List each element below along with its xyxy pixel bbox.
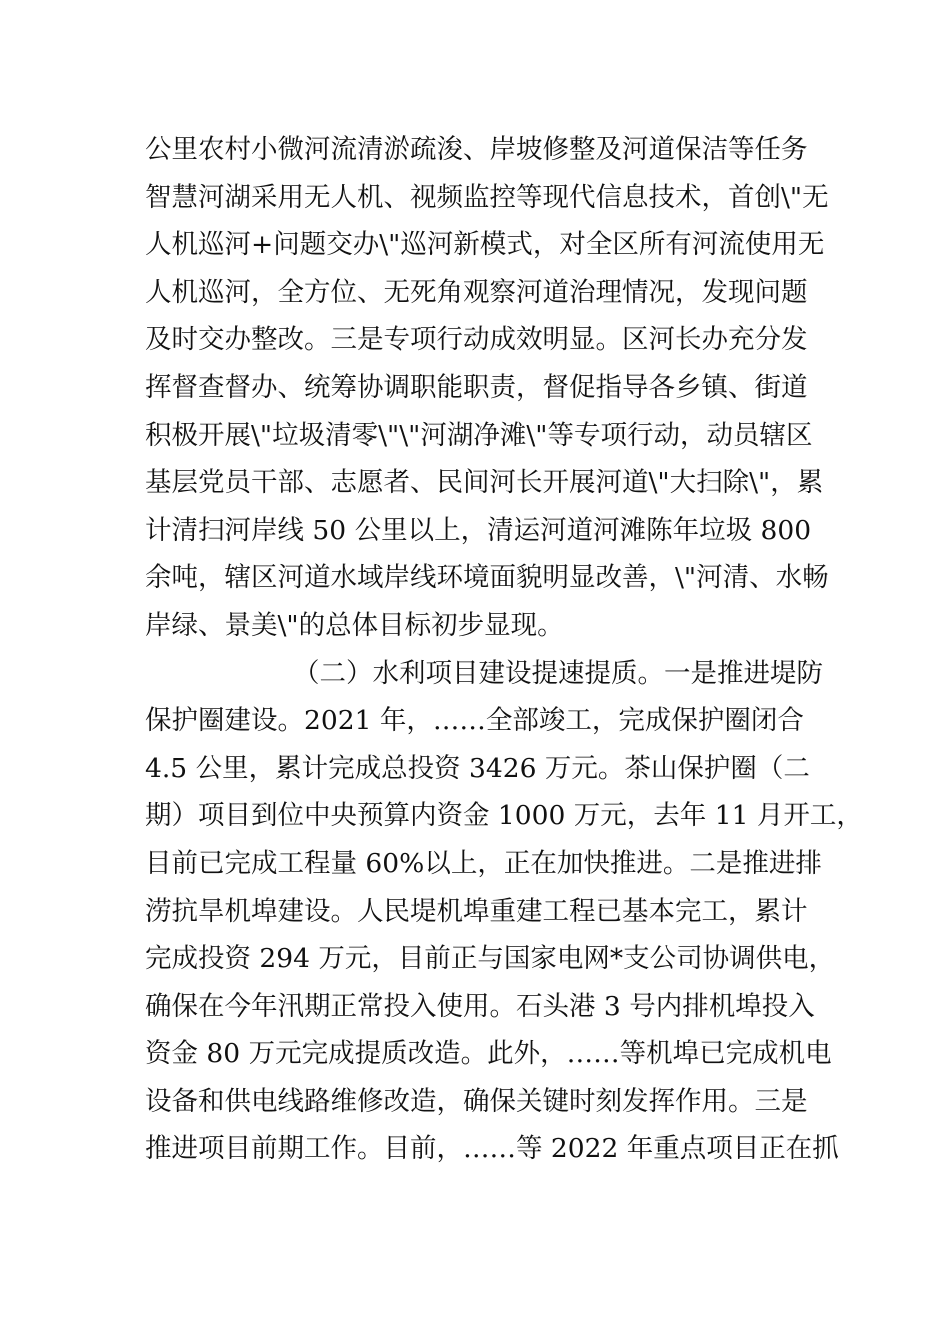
text-line: 计清扫河岸线 50 公里以上，清运河道河滩陈年垃圾 800 <box>145 514 812 546</box>
text-line: 岸绿、景美\"的总体目标初步显现。 <box>145 609 564 641</box>
text-line: 公里农村小微河流清淤疏浚、岸坡修整及河道保洁等任务 <box>145 134 808 165</box>
text-line: 4.5 公里，累计完成总投资 3426 万元。茶山保护圈（二 <box>145 752 810 784</box>
text-line: 完成投资 294 万元，目前正与国家电网*支公司协调供电， <box>145 943 836 975</box>
text-line: 基层党员干部、志愿者、民间河长开展河道\"大扫除\"，累 <box>145 467 824 499</box>
text-line: 余吨，辖区河道水域岸线环境面貌明显改善，\"河清、水畅 <box>145 562 829 594</box>
text-line: 挥督查督办、统筹协调职能职责，督促指导各乡镇、街道 <box>145 371 808 403</box>
text-line: 及时交办整改。三是专项行动成效明显。区河长办充分发 <box>145 324 808 356</box>
document-body <box>145 126 863 1173</box>
text-line: 推进项目前期工作。目前，……等 2022 年重点项目正在抓 <box>145 1133 839 1165</box>
text-line: 设备和供电线路维修改造，确保关键时刻发挥作用。三是 <box>145 1085 808 1117</box>
text-line: 期）项目到位中央预算内资金 1000 万元，去年 11 月开工， <box>145 800 863 832</box>
text-line: 积极开展\"垃圾清零\"\"河湖净滩\"等专项行动，动员辖区 <box>145 419 813 451</box>
text-line: 保护圈建设。2021 年，……全部竣工，完成保护圈闭合 <box>145 705 804 737</box>
section-heading-line: （二）水利项目建设提速提质。一是推进堤防 <box>293 657 823 689</box>
text-line: 目前已完成工程量 60%以上，正在加快推进。二是推进排 <box>145 847 822 879</box>
text-line: 资金 80 万元完成提质改造。此外，……等机埠已完成机电 <box>145 1038 832 1070</box>
text-line: 人机巡河+问题交办\"巡河新模式，对全区所有河流使用无 <box>145 229 825 261</box>
text-line: 涝抗旱机埠建设。人民堤机埠重建工程已基本完工，累计 <box>145 895 808 927</box>
text-line: 人机巡河，全方位、无死角观察河道治理情况，发现问题 <box>145 276 808 308</box>
text-line: 智慧河湖采用无人机、视频监控等现代信息技术，首创\"无 <box>145 181 829 213</box>
text-line: 确保在今年汛期正常投入使用。石头港 3 号内排机埠投入 <box>145 990 815 1022</box>
